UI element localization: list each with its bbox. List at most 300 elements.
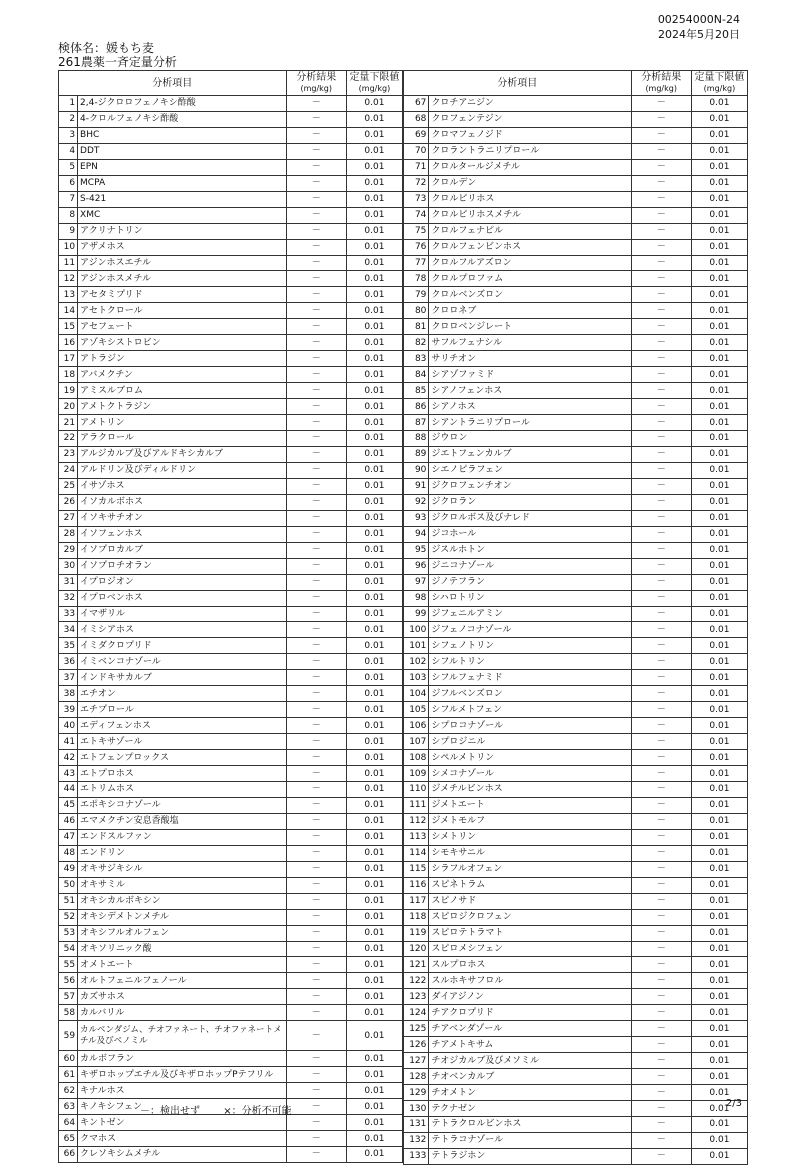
quantitation-limit: 0.01 (691, 1053, 747, 1069)
analyte-name: スピロメシフェン (429, 941, 631, 957)
row-number: 32 (59, 590, 78, 606)
table-row (59, 845, 403, 861)
analyte-name: ジメトモルフ (429, 813, 631, 829)
row-number: 26 (59, 494, 78, 510)
analyte-name: キントゼン (78, 1115, 287, 1131)
quantitation-limit: 0.01 (691, 877, 747, 893)
analyte-name: シメトリン (429, 829, 631, 845)
analyte-name: クロマフェノジド (429, 127, 631, 143)
quantitation-limit: 0.01 (691, 829, 747, 845)
quantitation-limit: 0.01 (691, 797, 747, 813)
analysis-result: － (631, 718, 691, 734)
analysis-result: － (286, 574, 346, 590)
analyte-name: イサゾホス (78, 478, 287, 494)
analyte-name: S-421 (78, 191, 287, 207)
table-row (59, 446, 403, 462)
analysis-result: － (286, 287, 346, 303)
analysis-result: － (286, 750, 346, 766)
table-row (404, 941, 748, 957)
quantitation-limit: 0.01 (691, 542, 747, 558)
row-number: 41 (59, 734, 78, 750)
quantitation-limit: 0.01 (346, 351, 402, 367)
table-row (59, 127, 403, 143)
table-row (404, 287, 748, 303)
table-row (59, 319, 403, 335)
row-number: 64 (59, 1115, 78, 1131)
quantitation-limit: 0.01 (691, 590, 747, 606)
quantitation-limit: 0.01 (346, 335, 402, 351)
quantitation-limit: 0.01 (346, 750, 402, 766)
table-row (59, 526, 403, 542)
quantitation-limit: 0.01 (346, 845, 402, 861)
table-row (404, 239, 748, 255)
row-number: 93 (404, 510, 429, 526)
row-number: 18 (59, 367, 78, 383)
quantitation-limit: 0.01 (691, 207, 747, 223)
analyte-name: シアノフェンホス (429, 383, 631, 399)
table-row (59, 606, 403, 622)
analyte-name: クロフェンテジン (429, 111, 631, 127)
quantitation-limit: 0.01 (691, 606, 747, 622)
analyte-name: エトプロホス (78, 766, 287, 782)
table-row (404, 335, 748, 351)
table-row (404, 319, 748, 335)
row-number: 65 (59, 1131, 78, 1147)
row-number: 44 (59, 781, 78, 797)
analysis-result: － (631, 558, 691, 574)
analysis-result: － (631, 255, 691, 271)
row-number: 80 (404, 303, 429, 319)
analysis-result: － (631, 494, 691, 510)
analyte-name: ジフェニルアミン (429, 606, 631, 622)
table-row (404, 367, 748, 383)
analysis-result: － (286, 957, 346, 973)
analyte-name: クロルフェンビンホス (429, 239, 631, 255)
row-number: 115 (404, 861, 429, 877)
page-number: 2/3 (725, 1098, 742, 1109)
analyte-name: クロルタールジメチル (429, 159, 631, 175)
analyte-name: アセタミプリド (78, 287, 287, 303)
table-row (59, 829, 403, 845)
document-id: 00254000N-24 (657, 13, 740, 26)
quantitation-limit: 0.01 (346, 127, 402, 143)
analyte-name: シモキサニル (429, 845, 631, 861)
row-number: 3 (59, 127, 78, 143)
analysis-result: － (286, 973, 346, 989)
table-row (59, 159, 403, 175)
table-header (59, 71, 403, 96)
column-header-result-unit: (mg/kg) (300, 84, 332, 93)
row-number: 129 (404, 1085, 429, 1101)
quantitation-limit: 0.01 (691, 287, 747, 303)
quantitation-limit: 0.01 (346, 223, 402, 239)
row-number: 123 (404, 989, 429, 1005)
document-header-left (58, 41, 177, 69)
analysis-result: － (631, 351, 691, 367)
analysis-result: － (286, 1131, 346, 1147)
analyte-name: キノキシフェン (78, 1099, 287, 1115)
table-row (404, 1021, 748, 1037)
row-number: 6 (59, 175, 78, 191)
row-number: 76 (404, 239, 429, 255)
analysis-result: － (631, 431, 691, 447)
table-row (59, 239, 403, 255)
row-number: 87 (404, 415, 429, 431)
quantitation-limit: 0.01 (691, 766, 747, 782)
row-number: 118 (404, 909, 429, 925)
quantitation-limit: 0.01 (691, 750, 747, 766)
table-row (59, 383, 403, 399)
analyte-name: アジンホスエチル (78, 255, 287, 271)
table-row (59, 941, 403, 957)
quantitation-limit: 0.01 (346, 989, 402, 1005)
table-row (59, 351, 403, 367)
quantitation-limit: 0.01 (691, 702, 747, 718)
analysis-result: － (631, 127, 691, 143)
quantitation-limit: 0.01 (691, 446, 747, 462)
analyte-name: アメトクトラジン (78, 399, 287, 415)
row-number: 89 (404, 446, 429, 462)
table-row (404, 989, 748, 1005)
table-row (59, 303, 403, 319)
quantitation-limit: 0.01 (346, 574, 402, 590)
quantitation-limit: 0.01 (691, 1021, 747, 1037)
table-row (59, 989, 403, 1005)
quantitation-limit: 0.01 (691, 271, 747, 287)
quantitation-limit: 0.01 (691, 399, 747, 415)
quantitation-limit: 0.01 (346, 542, 402, 558)
row-number: 38 (59, 686, 78, 702)
analysis-result: － (631, 750, 691, 766)
table-row (404, 462, 748, 478)
quantitation-limit: 0.01 (691, 558, 747, 574)
analyte-name: チオメトン (429, 1085, 631, 1101)
row-number: 54 (59, 941, 78, 957)
row-number: 69 (404, 127, 429, 143)
row-number: 34 (59, 622, 78, 638)
analysis-result: － (286, 861, 346, 877)
table-row (404, 670, 748, 686)
table-row (59, 367, 403, 383)
table-row (404, 909, 748, 925)
analysis-result: － (286, 1115, 346, 1131)
analysis-result: － (286, 1067, 346, 1083)
table-row (404, 399, 748, 415)
quantitation-limit: 0.01 (691, 111, 747, 127)
analyte-name: ジメチルビンホス (429, 781, 631, 797)
table-row (59, 877, 403, 893)
row-number: 23 (59, 446, 78, 462)
column-header-limit-unit: (mg/kg) (703, 84, 736, 93)
analyte-name: カルボフラン (78, 1051, 287, 1067)
analysis-result: － (631, 271, 691, 287)
analysis-result: － (286, 111, 346, 127)
row-number: 117 (404, 893, 429, 909)
analysis-result: － (631, 1005, 691, 1021)
table-row (404, 526, 748, 542)
table-row (404, 702, 748, 718)
analysis-result: － (286, 351, 346, 367)
column-header-limit-label: 定量下限値 (694, 72, 745, 83)
column-header-limit-label: 定量下限値 (349, 72, 400, 83)
row-number: 35 (59, 638, 78, 654)
analyte-name: アメトリン (78, 415, 287, 431)
analyte-name: クロルベンズロン (429, 287, 631, 303)
quantitation-limit: 0.01 (346, 925, 402, 941)
analysis-result: － (286, 175, 346, 191)
row-number: 11 (59, 255, 78, 271)
analyte-name: オメトエート (78, 957, 287, 973)
analysis-result: － (631, 223, 691, 239)
analyte-name: シアゾファミド (429, 367, 631, 383)
analysis-result: － (631, 1148, 691, 1164)
analysis-result: － (631, 734, 691, 750)
table-row (59, 1021, 403, 1051)
row-number: 16 (59, 335, 78, 351)
analyte-name: エポキシコナゾール (78, 797, 287, 813)
analyte-name: シフルメトフェン (429, 702, 631, 718)
row-number: 102 (404, 654, 429, 670)
row-number: 57 (59, 989, 78, 1005)
analyte-name: クロルフェナピル (429, 223, 631, 239)
row-number: 28 (59, 526, 78, 542)
row-number: 66 (59, 1147, 78, 1163)
analysis-result: － (286, 223, 346, 239)
row-number: 86 (404, 399, 429, 415)
analysis-result: － (286, 494, 346, 510)
row-number: 120 (404, 941, 429, 957)
analysis-result: － (631, 111, 691, 127)
analysis-result: － (631, 702, 691, 718)
table-row (404, 303, 748, 319)
quantitation-limit: 0.01 (691, 255, 747, 271)
row-number: 29 (59, 542, 78, 558)
row-number: 56 (59, 973, 78, 989)
quantitation-limit: 0.01 (691, 303, 747, 319)
quantitation-limit: 0.01 (691, 574, 747, 590)
table-row (404, 638, 748, 654)
analyte-name: エマメクチン安息香酸塩 (78, 813, 287, 829)
quantitation-limit: 0.01 (346, 415, 402, 431)
analyte-name: イミダクロプリド (78, 638, 287, 654)
table-row (59, 813, 403, 829)
table-row (404, 1069, 748, 1085)
quantitation-limit: 0.01 (346, 941, 402, 957)
table-row (404, 1132, 748, 1148)
analyte-name: アルジカルブ及びアルドキシカルブ (78, 446, 287, 462)
analysis-result: － (286, 590, 346, 606)
analysis-result: － (286, 239, 346, 255)
analyte-name: XMC (78, 207, 287, 223)
row-number: 77 (404, 255, 429, 271)
row-number: 97 (404, 574, 429, 590)
quantitation-limit: 0.01 (346, 175, 402, 191)
analysis-result: － (631, 462, 691, 478)
row-number: 92 (404, 494, 429, 510)
analysis-result: － (631, 686, 691, 702)
analysis-result: － (631, 96, 691, 112)
row-number: 91 (404, 478, 429, 494)
analyte-name: テトラジホン (429, 1148, 631, 1164)
quantitation-limit: 0.01 (691, 941, 747, 957)
quantitation-limit: 0.01 (346, 606, 402, 622)
analyte-name: アザメホス (78, 239, 287, 255)
quantitation-limit: 0.01 (346, 319, 402, 335)
table-row (404, 1101, 748, 1117)
analyte-name: オキシフルオルフェン (78, 925, 287, 941)
table-row (59, 1083, 403, 1099)
analyte-name: イソカルボホス (78, 494, 287, 510)
quantitation-limit: 0.01 (691, 813, 747, 829)
table-row (59, 462, 403, 478)
analyte-name: インドキサカルブ (78, 670, 287, 686)
table-row (59, 191, 403, 207)
row-number: 42 (59, 750, 78, 766)
table-row (404, 143, 748, 159)
analyte-name: アミスルブロム (78, 383, 287, 399)
analyte-name: オキシカルボキシン (78, 893, 287, 909)
analyte-name: ジノテフラン (429, 574, 631, 590)
analysis-result: － (631, 845, 691, 861)
analysis-result: － (631, 606, 691, 622)
analysis-result: － (631, 239, 691, 255)
quantitation-limit: 0.01 (346, 861, 402, 877)
row-number: 1 (59, 96, 78, 112)
row-number: 127 (404, 1053, 429, 1069)
table-row (404, 590, 748, 606)
analysis-result: － (286, 670, 346, 686)
table-row (59, 718, 403, 734)
analyte-name: クロロネブ (429, 303, 631, 319)
table-row (59, 670, 403, 686)
quantitation-limit: 0.01 (691, 431, 747, 447)
analysis-result: － (631, 1117, 691, 1133)
analyte-name: MCPA (78, 175, 287, 191)
analyte-name: ジメトエート (429, 797, 631, 813)
table-row (59, 686, 403, 702)
analysis-result: － (631, 861, 691, 877)
quantitation-limit: 0.01 (346, 159, 402, 175)
row-number: 25 (59, 478, 78, 494)
row-number: 113 (404, 829, 429, 845)
analyte-name: オルトフェニルフェノール (78, 973, 287, 989)
analyte-name: キナルホス (78, 1083, 287, 1099)
row-number: 119 (404, 925, 429, 941)
analyte-name: エチプロール (78, 702, 287, 718)
quantitation-limit: 0.01 (346, 766, 402, 782)
quantitation-limit: 0.01 (346, 383, 402, 399)
analyte-name: イマザリル (78, 606, 287, 622)
quantitation-limit: 0.01 (691, 462, 747, 478)
column-header-result (631, 71, 691, 96)
analysis-result: － (286, 542, 346, 558)
analysis-result: － (631, 909, 691, 925)
quantitation-limit: 0.01 (691, 1085, 747, 1101)
quantitation-limit: 0.01 (346, 686, 402, 702)
row-number: 81 (404, 319, 429, 335)
quantitation-limit: 0.01 (346, 957, 402, 973)
analyte-name: アセトクロール (78, 303, 287, 319)
analyte-name: テトラクロルビンホス (429, 1117, 631, 1133)
analyte-name: シアントラニリプロール (429, 415, 631, 431)
analysis-result: － (286, 622, 346, 638)
quantitation-limit: 0.01 (691, 957, 747, 973)
row-number: 31 (59, 574, 78, 590)
table-row (404, 255, 748, 271)
analysis-result: － (631, 1021, 691, 1037)
quantitation-limit: 0.01 (691, 319, 747, 335)
row-number: 79 (404, 287, 429, 303)
quantitation-limit: 0.01 (346, 1051, 402, 1067)
quantitation-limit: 0.01 (346, 734, 402, 750)
quantitation-limit: 0.01 (346, 510, 402, 526)
analyte-name: アジンホスメチル (78, 271, 287, 287)
row-number: 48 (59, 845, 78, 861)
quantitation-limit: 0.01 (346, 797, 402, 813)
table-row (404, 622, 748, 638)
analyte-name: アトラジン (78, 351, 287, 367)
row-number: 96 (404, 558, 429, 574)
analysis-result: － (286, 654, 346, 670)
quantitation-limit: 0.01 (691, 718, 747, 734)
quantitation-limit: 0.01 (346, 239, 402, 255)
analyte-name: イプロジオン (78, 574, 287, 590)
row-number: 88 (404, 431, 429, 447)
table-row (404, 766, 748, 782)
quantitation-limit: 0.01 (691, 893, 747, 909)
table-row (404, 813, 748, 829)
quantitation-limit: 0.01 (346, 877, 402, 893)
row-number: 73 (404, 191, 429, 207)
quantitation-limit: 0.01 (346, 255, 402, 271)
analysis-title: 261農薬一斉定量分析 (58, 55, 177, 69)
quantitation-limit: 0.01 (346, 526, 402, 542)
quantitation-limit: 0.01 (346, 271, 402, 287)
column-header-limit (346, 71, 402, 96)
quantitation-limit: 0.01 (691, 159, 747, 175)
analysis-result: － (286, 431, 346, 447)
row-number: 126 (404, 1037, 429, 1053)
analyte-name: チアベンダゾール (429, 1021, 631, 1037)
row-number: 94 (404, 526, 429, 542)
analyte-name: エトキサゾール (78, 734, 287, 750)
analysis-result: － (631, 526, 691, 542)
row-number: 7 (59, 191, 78, 207)
analysis-result: － (631, 957, 691, 973)
quantitation-limit: 0.01 (691, 654, 747, 670)
analyte-name: シプロジニル (429, 734, 631, 750)
analysis-result: － (631, 319, 691, 335)
row-number: 83 (404, 351, 429, 367)
analyte-name: アラクロール (78, 431, 287, 447)
row-number: 112 (404, 813, 429, 829)
quantitation-limit: 0.01 (346, 1147, 402, 1163)
quantitation-limit: 0.01 (691, 973, 747, 989)
row-number: 62 (59, 1083, 78, 1099)
row-number: 116 (404, 877, 429, 893)
table-row (59, 861, 403, 877)
row-number: 109 (404, 766, 429, 782)
analyte-name: アゾキシストロビン (78, 335, 287, 351)
table-row (404, 925, 748, 941)
analyte-name: スピネトラム (429, 877, 631, 893)
results-table-right (403, 70, 748, 1165)
document-header-right (658, 12, 740, 42)
analysis-result: － (631, 191, 691, 207)
analyte-name: イソプロチオラン (78, 558, 287, 574)
table-row (59, 638, 403, 654)
row-number: 50 (59, 877, 78, 893)
